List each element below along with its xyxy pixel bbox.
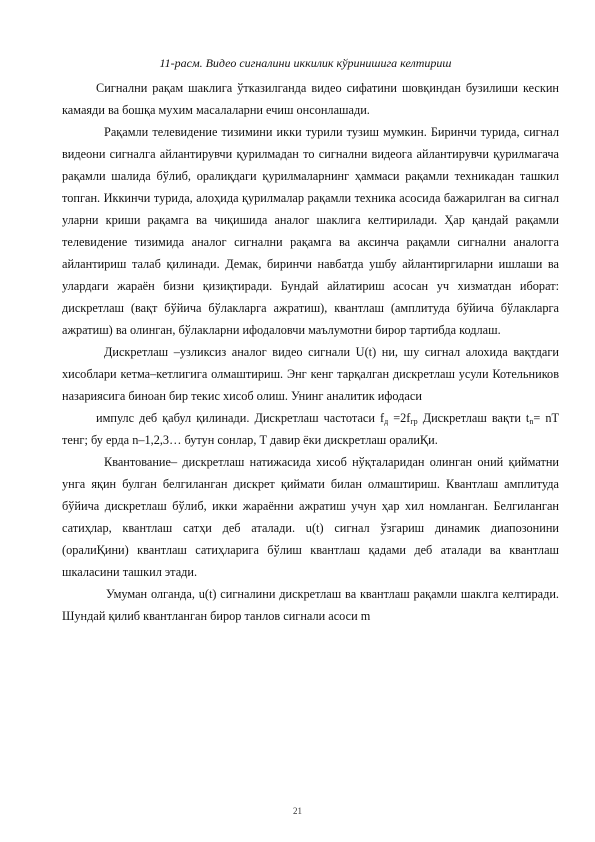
document-page xyxy=(62,54,559,627)
figure-caption: 11-расм. Видео сигналини иккилик кўринишига келтириш xyxy=(159,56,452,70)
text-run: Дискретлаш вақти t xyxy=(417,411,530,425)
subscript-gr: гр xyxy=(410,417,418,426)
paragraph-intro: Сигнални рақам шаклига ўтказилганда видео сифатини шовқиндан бузилиши кескин камаяди ва бошқа мухим масалаларни ечиш онсонлашади. xyxy=(62,81,559,117)
subscript-n: n xyxy=(529,417,534,426)
subscript-d: д xyxy=(384,417,389,426)
page-number: 21 xyxy=(293,806,302,816)
text-run: импулс деб қабул қилинади. Дискретлаш частотаси f xyxy=(96,411,385,425)
paragraph-digital-tv: Рақамли телевидение тизимини икки турили тузиш мумкин. Биринчи турида, сигнал видеони сигналга айлантирувчи қурилмадан то сигнални видеога айлантирувчи қурилмагача рақамли шалида бўлиб, оралиқдаги қурилмаларнинг ҳаммаси рақамли техникадан ташкил топган. Иккинчи турида, алоҳида қурилмалар рақамли техника асосида бажарилган ва сигнал уларни криши рақамга ва чиқишида аналог шаклига келтирилади. Ҳар қандай рақамли телевидение тизимида аналог сигнални рақамга ва аксинча рақамли сигнални аналогга айлантириш талаб қилинади. Демак, биринчи навбатда ушбу айлантиргиларни ишлаши ва улардаги жараён бизни қизиқтиради. Бундай айлатириш асосан уч хизматдан иборат: дискретлаш (вақт бўйича бўлакларга ажратиш), квантлаш (амплитуда бўйича бўлакларга ажратиш) ва олинган, бўлакларни ифодаловчи маълумотни бирор тартибда кодлаш. xyxy=(62,125,559,337)
paragraph-sampling: Дискретлаш –узликсиз аналог видео сигнали U(t) ни, шу сигнал алохида вақтдаги хисоблари кетма–кетлигига олмаштириш. Энг кенг тарқалган дискретлаш усули Котельников назариясига биноан бир текис хисоб олиш. Унинг аналитик ифодаси xyxy=(62,345,559,403)
paragraph-quantization: Квантование– дискретлаш натижасида хисоб нўқталаридан олинган оний қийматни унга яқин булган белгиланган дискрет қиймати билан олмаштириш. Квантлаш амплитуда бўйича дискретлаш бўлиб, икки жараённи ажратиш учун ҳар хил номланган. Белгиланган сатиҳлар, квантлаш сатҳи деб аталади. u(t) сигнал ўзгариш динамик диапозонини (оралиҚини) квантлаш сатиҳларига бўлиш квантлаш қадами деб аталади ва квантлаш шкаласини ташкил этади. xyxy=(62,455,559,579)
text-run: = nT тенг; бу ерда n–1,2,3… бутун сонлар, T давир ёки дискретлаш оралиҚи. xyxy=(62,411,559,447)
text-run: =2f xyxy=(388,411,411,425)
paragraph-sampling-frequency xyxy=(62,407,559,451)
paragraph-summary: Умуман олганда, u(t) сигналини дискретлаш ва квантлаш рақамли шаклга келтиради. Шундай қилиб квантланган бирор танлов сигнали асоси m xyxy=(62,587,559,623)
